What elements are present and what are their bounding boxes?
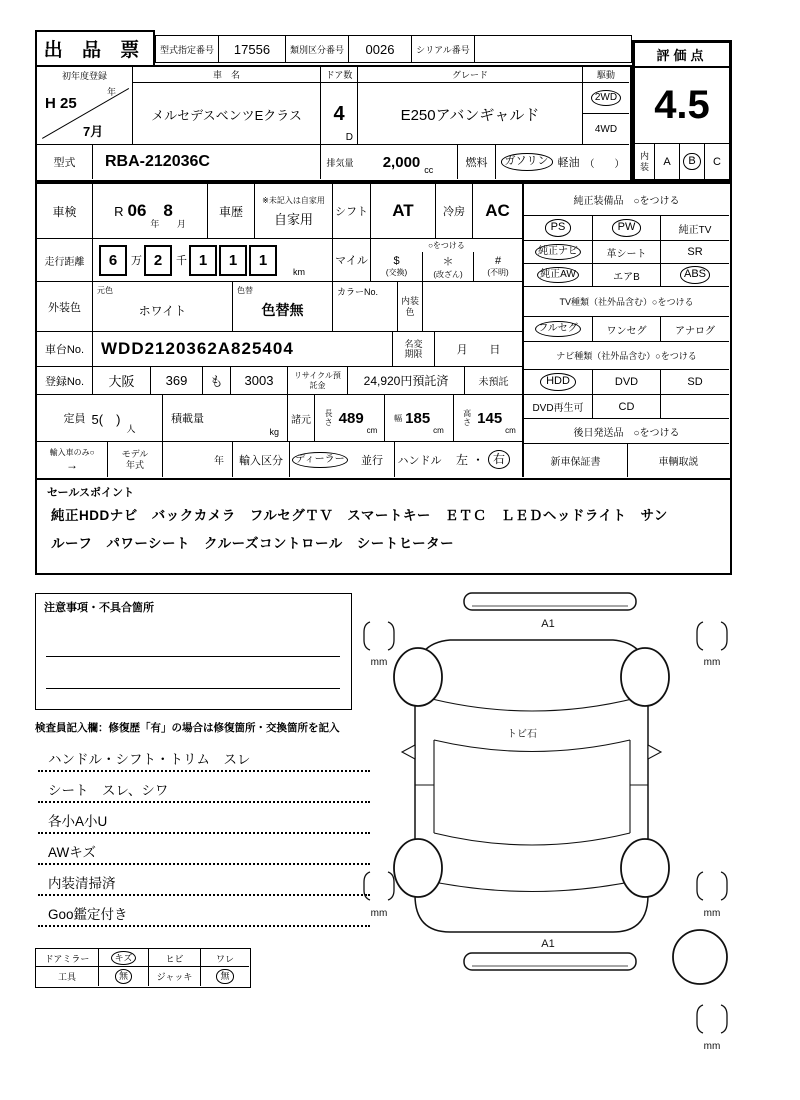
first-registration-cell <box>37 67 132 145</box>
later-shipping-header: 後日発送品 ○をつける <box>524 419 729 444</box>
name-change-label: 名変期限 <box>404 338 423 359</box>
color-no-cell <box>332 282 397 331</box>
navi-hdd-selected: HDD <box>540 373 576 390</box>
shift-label: シフト <box>332 184 370 238</box>
fuel-diesel: 軽油 <box>557 157 580 169</box>
equip-aw-cell <box>524 264 592 286</box>
import-parallel: 並行 <box>361 454 383 467</box>
class-code-label: 類別区分番号 <box>286 36 349 62</box>
first-reg-month: 7月 <box>83 124 104 139</box>
load-label: 積載量 <box>171 413 204 425</box>
serial-value-blank <box>475 36 631 62</box>
mirror-row <box>36 949 249 967</box>
shaken-value-cell <box>92 184 207 238</box>
capacity-label: 定員 <box>63 413 86 425</box>
shaken-year: 06 <box>127 201 147 220</box>
equip-abs-cell <box>660 264 729 286</box>
doors-unit: D <box>345 132 353 143</box>
length-unit: cm <box>366 426 378 435</box>
recycle-label: リサイクル預託金 <box>294 371 341 390</box>
rear-right-wheel <box>621 839 669 897</box>
tool-label: 工具 <box>57 972 76 982</box>
import-only-cell <box>37 442 107 477</box>
reg-area: 大阪 <box>92 367 150 394</box>
length-label: 長さ <box>324 408 333 427</box>
original-color-value: ホワイト <box>138 303 187 318</box>
handle-label: ハンドル <box>394 442 444 477</box>
registration-row <box>37 367 522 395</box>
inspector-item-6: Goo鑑定付き <box>38 901 370 927</box>
serial-label: シリアル番号 <box>412 36 475 62</box>
evaluation-box <box>632 40 732 182</box>
a1-rear-label: A1 <box>541 938 555 950</box>
tool-none-cell <box>98 967 148 986</box>
displacement-unit: cc <box>424 165 434 175</box>
a1-front-label: A1 <box>541 618 555 630</box>
sales-points-section <box>35 480 732 575</box>
reg-number: 3003 <box>230 367 287 394</box>
sales-points-label: セールスポイント <box>47 487 135 499</box>
details-left <box>37 184 522 477</box>
interior-grade-a <box>654 144 679 179</box>
vehicle-info-table <box>35 65 632 182</box>
drive-2wd-cell <box>583 83 629 114</box>
mirror-scratch-cell <box>98 949 148 967</box>
mile-option-unknown <box>473 252 522 281</box>
mile-opt1-symbol: $ <box>393 255 400 267</box>
rear-left-wheel <box>394 839 442 897</box>
mirror-scratch-selected: キズ <box>111 951 137 966</box>
model-year-label: モデル年式 <box>121 449 149 470</box>
interior-color-label: 内装色 <box>400 296 419 317</box>
mirror-label: ドアミラー <box>44 953 90 964</box>
inspector-item-3: 各小A小U <box>38 808 370 834</box>
bracket-bottom-left <box>364 872 394 900</box>
capacity-unit: 人 <box>126 424 136 434</box>
first-reg-era-year: H 25 <box>45 95 77 112</box>
man-unit: 万 <box>131 255 142 267</box>
equipment-header: 純正装備品 ○をつける <box>524 184 729 216</box>
length-cell <box>314 395 384 441</box>
import-arrow-icon: → <box>66 458 78 472</box>
bracket-bottom-right <box>697 872 727 900</box>
tool-none-selected: 無 <box>115 969 132 984</box>
grade-a-text: A <box>663 155 671 168</box>
car-damage-diagram <box>352 585 742 1055</box>
tv-fullseg-cell <box>524 317 592 341</box>
front-bumper <box>464 593 636 610</box>
import-only-label: 輸入車のみ○ <box>49 448 95 457</box>
name-change-label-cell <box>392 332 434 366</box>
mm-label-bottom-right: mm <box>703 908 721 919</box>
odometer-digit-2: 1 <box>219 245 247 276</box>
evaluation-label: 評価点 <box>656 48 708 63</box>
sheet-title: 出 品 票 <box>43 40 147 61</box>
color-change-label: 色替 <box>237 286 253 295</box>
inspector-item-4: AWキズ <box>38 839 370 865</box>
spec-label: 諸元 <box>287 395 314 441</box>
model-designation-label: 型式指定番号 <box>156 36 219 62</box>
import-dealer-selected: ディーラー <box>292 452 347 468</box>
navi-hdd-cell <box>524 370 592 394</box>
mm-label-spare: mm <box>703 1041 721 1052</box>
class-code-value: 0026 <box>349 36 412 62</box>
equipment-column <box>522 184 729 477</box>
notes-label: 注意事項・不具合箇所 <box>44 602 154 614</box>
cd-cell: CD <box>592 395 660 418</box>
odometer-unit: km <box>293 267 305 277</box>
vehicle-row <box>37 67 629 145</box>
mile-label: マイル <box>332 239 370 281</box>
interior-grade-b <box>679 144 704 179</box>
stone-chip-label: トビ石 <box>507 729 537 740</box>
odometer-digit-1: 1 <box>189 245 217 276</box>
mirror-tool-table <box>35 948 251 988</box>
mile-option-tampered <box>422 252 473 281</box>
mileage-label: 走行距離 <box>44 256 85 268</box>
fuel-gasoline-selected: ガソリン <box>501 153 553 170</box>
displacement-label: 排気量 <box>320 145 359 179</box>
mile-opt1-label: (交換) <box>385 268 408 277</box>
mile-opt3-symbol: # <box>494 255 502 267</box>
mile-opt2-label: (改ざん) <box>433 270 463 279</box>
model-designation-value: 17556 <box>219 36 286 62</box>
inspector-item-5: 内装清掃済 <box>38 870 370 896</box>
height-cell <box>453 395 522 441</box>
shaken-label: 車検 <box>52 204 77 219</box>
history-label: 車歴 <box>207 184 254 238</box>
shaken-era: R <box>114 203 124 219</box>
tool-jack-cell: ジャッキ <box>148 967 200 986</box>
import-row <box>37 442 522 477</box>
top-number-strip <box>155 35 632 63</box>
doors-cell <box>320 67 357 145</box>
sales-points-line2: ルーフ パワーシート クルーズコントロール シートヒーター <box>51 536 455 551</box>
shaken-month-unit: 月 <box>176 219 186 229</box>
handle-left: 左 <box>455 453 468 467</box>
navi-sd-cell: SD <box>660 370 729 394</box>
original-color-label: 元色 <box>97 286 113 295</box>
doors-value: 4 <box>333 102 345 125</box>
evaluation-score-cell <box>635 68 729 144</box>
history-value: 自家用 <box>273 211 313 227</box>
equip-abs-selected: ABS <box>680 266 710 283</box>
jack-none-cell <box>200 967 249 986</box>
import-class-label: 輸入区分 <box>232 442 289 477</box>
jack-none-selected: 無 <box>216 969 233 984</box>
capacity-row <box>37 395 522 442</box>
tv-oneseg-cell: ワンセグ <box>592 317 660 341</box>
navi-dvd-cell: DVD <box>592 370 660 394</box>
model-code-value: RBA-212036C <box>92 145 320 179</box>
tv-analog-cell: アナログ <box>660 317 729 341</box>
load-unit: kg <box>269 427 279 437</box>
bracket-top-right <box>697 622 727 650</box>
width-value: 185 <box>405 409 431 427</box>
exterior-color-label: 外装色 <box>48 301 81 314</box>
color-row <box>37 282 522 332</box>
vehicle-manual-cell: 車輌取説 <box>627 444 729 477</box>
model-year-unit: 年 <box>162 442 232 477</box>
length-value: 489 <box>338 409 364 427</box>
width-unit: cm <box>433 426 444 435</box>
sales-points-line1: 純正HDDナビ バックカメラ フルセグＴＶ スマートキー ＥＴＣ ＬＥＤヘッドライト サン <box>51 508 668 523</box>
grade-cell <box>357 67 582 145</box>
equipment-row-1 <box>524 216 729 241</box>
color-no-label: カラーNo. <box>337 287 379 297</box>
chassis-row <box>37 332 522 367</box>
name-change-day-unit: 日 <box>489 344 501 356</box>
grade-c-text: C <box>713 155 721 168</box>
fuel-blank-paren: （ ） <box>584 158 625 170</box>
reg-kana: も <box>202 367 230 394</box>
first-reg-year-unit: 年 <box>107 87 117 97</box>
model-year-label-cell <box>107 442 162 477</box>
equip-leather-cell: 革シート <box>592 241 660 263</box>
recycle-not-deposited: 未預託 <box>464 367 522 394</box>
mm-label-bottom-left: mm <box>370 908 388 919</box>
evaluation-score: 4.5 <box>654 83 710 127</box>
handle-right-selected: 右 <box>488 450 510 469</box>
equip-tv-cell: 純正TV <box>660 216 729 240</box>
car-name-label: 車 名 <box>133 67 320 83</box>
model-code-label: 型式 <box>53 157 76 169</box>
new-car-warranty-cell: 新車保証書 <box>550 457 601 468</box>
grade-value: E250アバンギャルド <box>400 106 540 124</box>
displacement-value: 2,000 <box>382 153 421 171</box>
inspector-item-1: ハンドル・シフト・トリム スレ <box>38 746 370 772</box>
interior-grade-label: 内装 <box>639 151 649 172</box>
mirror-crack-cell: ヒビ <box>148 949 200 967</box>
history-value-cell <box>254 184 332 238</box>
right-mirror <box>648 745 661 759</box>
tv-fullseg-selected: フルセグ <box>535 321 581 337</box>
mile-option-exchange <box>371 252 422 281</box>
front-left-wheel <box>394 648 442 706</box>
inspector-header: 検査員記入欄：修復歴「有」の場合は修復箇所・交換箇所を記入 <box>35 722 340 734</box>
model-row <box>37 145 629 179</box>
media-row <box>524 395 729 419</box>
reg-label: 登録No. <box>44 375 85 388</box>
car-name-cell <box>132 67 320 145</box>
dvd-play-cell: DVD再生可 <box>532 403 584 414</box>
load-cell <box>162 395 287 441</box>
car-body-outline <box>415 640 648 932</box>
interior-grade-label-cell <box>635 144 654 179</box>
ac-label: 冷房 <box>435 184 472 238</box>
height-label: 高さ <box>463 408 472 427</box>
handle-separator: ・ <box>471 453 484 467</box>
name-change-date-cell <box>434 332 522 366</box>
sen-unit: 千 <box>176 255 187 267</box>
ac-value: AC <box>472 184 522 238</box>
car-name-value: メルセデスベンツEクラス <box>151 107 302 123</box>
mm-label-top-right: mm <box>703 657 721 668</box>
spare-tire <box>673 930 727 984</box>
recycle-label-cell <box>287 367 347 394</box>
tv-type-row <box>524 317 729 342</box>
equip-airbag-cell: エアB <box>592 264 660 286</box>
navi-type-row <box>524 370 729 395</box>
tv-type-header: TV種類（社外品含む）○をつける <box>524 287 729 317</box>
mileage-row <box>37 239 522 282</box>
notes-box <box>35 593 352 710</box>
equip-pw-cell <box>592 216 660 240</box>
mirror-break-cell: ワレ <box>200 949 249 967</box>
fuel-cell <box>495 145 629 179</box>
doors-label: ドア数 <box>321 67 357 83</box>
odometer-digit-sen: 2 <box>144 245 172 276</box>
drive-label: 駆動 <box>583 67 629 83</box>
bracket-top-left <box>364 622 394 650</box>
shaken-year-unit: 年 <box>150 219 160 229</box>
inspection-row <box>37 184 522 239</box>
sheet-title-box <box>35 30 155 67</box>
shaken-month: 8 <box>163 201 173 220</box>
odometer-digit-3: 1 <box>249 245 277 276</box>
media-blank-cell <box>660 395 729 418</box>
name-change-month-unit: 月 <box>456 344 468 356</box>
drive-cell <box>582 67 629 145</box>
notes-line-2 <box>46 688 340 689</box>
capacity-cell <box>37 395 162 441</box>
notes-line-1 <box>46 656 340 657</box>
details-table <box>35 182 732 480</box>
original-color-cell <box>92 282 232 331</box>
left-mirror <box>402 745 415 759</box>
tool-row <box>36 967 249 986</box>
evaluation-header <box>635 43 729 68</box>
navi-type-header: ナビ種類（社外品含む）○をつける <box>524 342 729 370</box>
chassis-label: 車台No. <box>44 344 85 356</box>
equipment-row-3 <box>524 264 729 287</box>
interior-grade-c <box>704 144 729 179</box>
grade-b-selected: B <box>683 153 700 170</box>
mile-opt3-label: (不明) <box>487 268 509 277</box>
width-label: 幅 <box>394 413 403 423</box>
import-dealer-cell <box>289 442 350 477</box>
handle-cell <box>444 442 522 477</box>
equip-ps-cell <box>524 216 592 240</box>
interior-color-label-cell <box>397 282 422 331</box>
equip-navi-cell <box>524 241 592 263</box>
first-registration-label: 初年度登録 <box>61 70 107 81</box>
bracket-spare <box>697 1005 727 1033</box>
interior-color-value-blank <box>422 282 522 331</box>
mile-options-cell <box>370 239 522 281</box>
height-unit: cm <box>505 426 516 435</box>
chassis-value: WDD2120362A825404 <box>92 332 392 366</box>
equip-pw-selected: PW <box>612 219 642 236</box>
color-change-cell <box>232 282 332 331</box>
drive-4wd-cell: 4WD <box>594 124 618 135</box>
odometer-cell <box>92 239 332 281</box>
displacement-cell <box>359 145 457 179</box>
equipment-row-2 <box>524 241 729 264</box>
mile-circle-note: ○をつける <box>428 241 465 250</box>
capacity-value: 5( ) <box>91 411 121 427</box>
documents-row <box>524 444 729 477</box>
fuel-label: 燃料 <box>457 145 495 179</box>
drive-2wd-selected: 2WD <box>591 90 621 106</box>
grade-label: グレード <box>358 67 582 83</box>
rear-bumper <box>464 953 636 970</box>
front-right-wheel <box>621 648 669 706</box>
equip-ps-selected: PS <box>545 219 572 236</box>
history-note: ※未記入は自家用 <box>262 195 325 205</box>
inspector-item-2: シート スレ、シワ <box>38 777 370 803</box>
width-cell <box>384 395 453 441</box>
mm-label-top-left: mm <box>370 657 388 668</box>
mile-opt2-symbol: ＊ <box>442 256 454 268</box>
equip-sr-cell: SR <box>660 241 729 263</box>
height-value: 145 <box>477 409 503 427</box>
recycle-deposited: 24,920円預託済 <box>347 367 464 394</box>
equip-aw-selected: 純正AW <box>537 267 579 283</box>
reg-class-no: 369 <box>150 367 202 394</box>
odometer-digit-man: 6 <box>99 245 127 276</box>
color-change-value: 色替無 <box>261 302 304 318</box>
shift-value: AT <box>370 184 435 238</box>
equip-navi-selected: 純正ナビ <box>535 244 581 260</box>
